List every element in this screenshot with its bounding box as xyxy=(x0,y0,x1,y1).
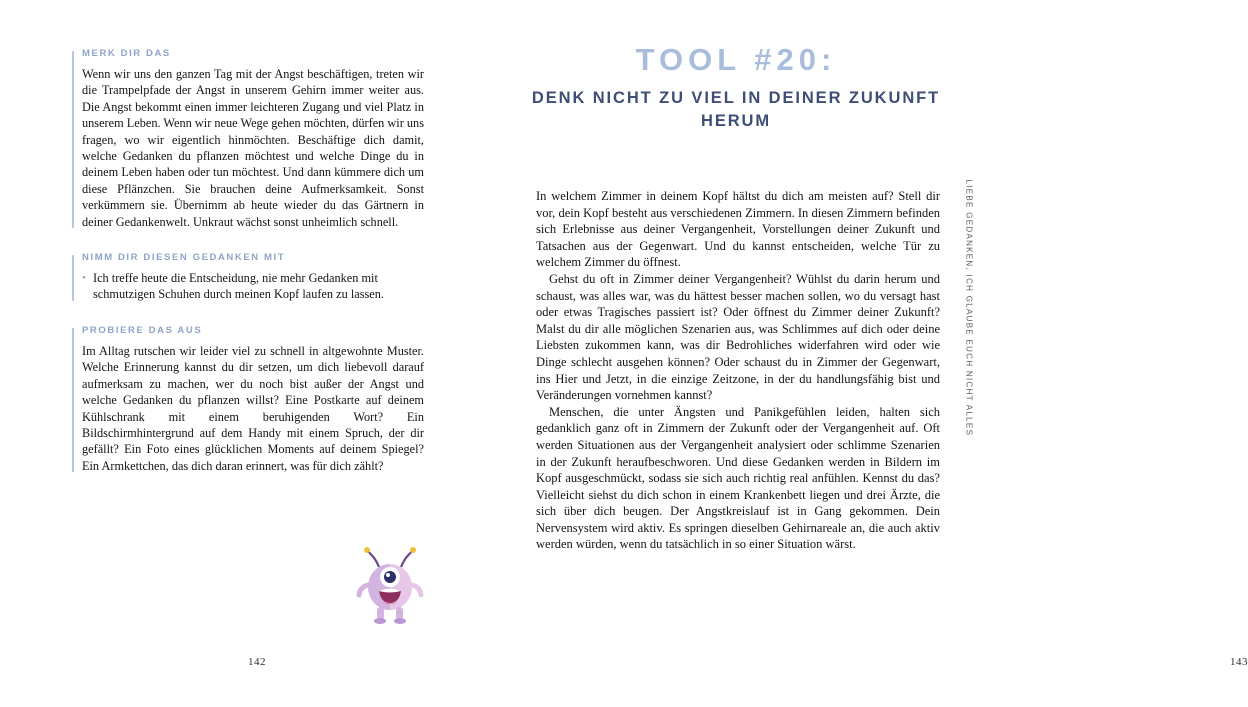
section-paragraph: Im Alltag rutschen wir leider viel zu schnell in altgewohnte Muster. Welche Erinnerung kannst du dir setzen, um dich liebevoll darauf aufmerksam zu machen, wer du noch bist außer der Angst und welche Gedanken du pflanzen willst? Eine Postkarte auf deinem Kühlschrank mit einem beruhigenden Wort? Ein Bildschirmhintergrund auf dem Handy mit einem Spruch, der dir gefällt? Ein Foto eines glücklichen Moments auf deinem Spiegel? Ein Armkettchen, das dich daran erinnert, was für dich zählt? xyxy=(82,343,424,473)
right-page xyxy=(500,0,1248,707)
section-merk-dir-das xyxy=(72,48,424,230)
tool-header xyxy=(530,44,942,133)
tool-number: TOOL #20: xyxy=(635,42,837,77)
left-page xyxy=(0,0,500,707)
section-nimm-dir-diesen-gedanken-mit xyxy=(72,252,424,303)
left-page-content xyxy=(72,48,424,496)
list-item: • Ich treffe heute die Entscheidung, nie mehr Gedanken mit schmutzigen Schuhen durch meinen Kopf laufen zu lassen. xyxy=(82,270,424,303)
body-paragraph: Gehst du oft in Zimmer deiner Vergangenheit? Wühlst du darin herum und schaust, was alles war, was du hättest besser machen sollen, wo du versagt hast oder etwas Tragisches passiert ist? Oder öffnest du Zimmer deiner Zukunft? Malst du dir alle möglichen Szenarien aus, was Schlimmes auf dich oder deine Liebsten zukommen kann, was dir Bedrohliches widerfahren wird oder wie Dinge schlecht ausgehen können? Oder schaust du in Zimmer der Gegenwart, ins Hier und Jetzt, in die einzige Zeitzone, in der du handlungsfähig bist und Veränderungen vornehmen kannst? xyxy=(536,271,940,403)
bullet-list xyxy=(82,270,424,303)
tool-title: DENK NICHT ZU VIEL IN DEINER ZUKUNFT HERUM xyxy=(531,88,941,130)
section-heading: NIMM DIR DIESEN GEDANKEN MIT xyxy=(82,252,286,264)
section-paragraph: Wenn wir uns den ganzen Tag mit der Angst beschäftigen, treten wir die Trampelpfade der Angst in unserem Gehirn immer weiter aus. Die Angst bekommt einen immer leichteren Zugang und viel Platz in unserem Leben. Wenn wir neue Wege gehen möchten, dürfen wir uns fragen, wo wir eigentlich hinmöchten. Beschäftige dich damit, welche Gedanken du pflanzen möchtest und welche Dinge du in deinem Leben haben oder tun möchtest. Und dann kümmere dich um diese Pflänzchen. Sie brauchen deine Aufmerksamkeit. Sonst verkümmern sie. Übernimm ab heute wieder du das Gärtnern in deiner Gedankenwelt. Unkraut wächst sonst unheimlich schnell. xyxy=(82,67,424,229)
body-paragraph: Menschen, die unter Ängsten und Panikgefühlen leiden, halten sich gedanklich ganz oft in Zimmern der Zukunft oder der Vergangenheit auf. Oft werden Situationen aus der Vergangenheit analysiert oder schlimme Szenarien in der Zukunft heraufbeschworen. Und diese Gedanken werden in Bildern im Kopf ausgeschmückt, sodass sie sich auch richtig real anfühlen. Kennst du das? Vielleicht siehst du dich schon in einem Krankenbett liegen und drei Ärzte, die sich über dich beugen. Der Angstkreislauf ist in Gang gekommen. Dein Nervensystem wird aktiv. Es springen dieselben Gehirnareale an, die auch aktiv werden würden, wenn du tatsächlich in so einer Situation wärst. xyxy=(536,404,940,552)
section-heading: PROBIERE DAS AUS xyxy=(82,324,203,336)
running-head-text: LIEBE GEDANKEN, ICH GLAUBE EUCH NICHT ALLES xyxy=(964,179,974,437)
section-probiere-das-aus xyxy=(72,325,424,474)
monster-illustration xyxy=(355,547,425,625)
running-head xyxy=(964,0,988,707)
page-number-left: 142 xyxy=(248,656,266,668)
page-number-right: 143 xyxy=(1230,656,1248,668)
body-paragraph: In welchem Zimmer in deinem Kopf hältst du dich am meisten auf? Stell dir vor, dein Kopf besteht aus verschiedenen Zimmern. In diesen Zimmern befinden sich Erlebnisse aus deiner Vergangenheit, Vorstellungen deiner Zukunft und Tatsachen aus der Gegenwart. Und du kannst entscheiden, welche Tür zu welchem Zimmer du öffnest. xyxy=(536,189,940,270)
right-page-content xyxy=(536,188,940,553)
section-heading: MERK DIR DAS xyxy=(82,48,171,59)
